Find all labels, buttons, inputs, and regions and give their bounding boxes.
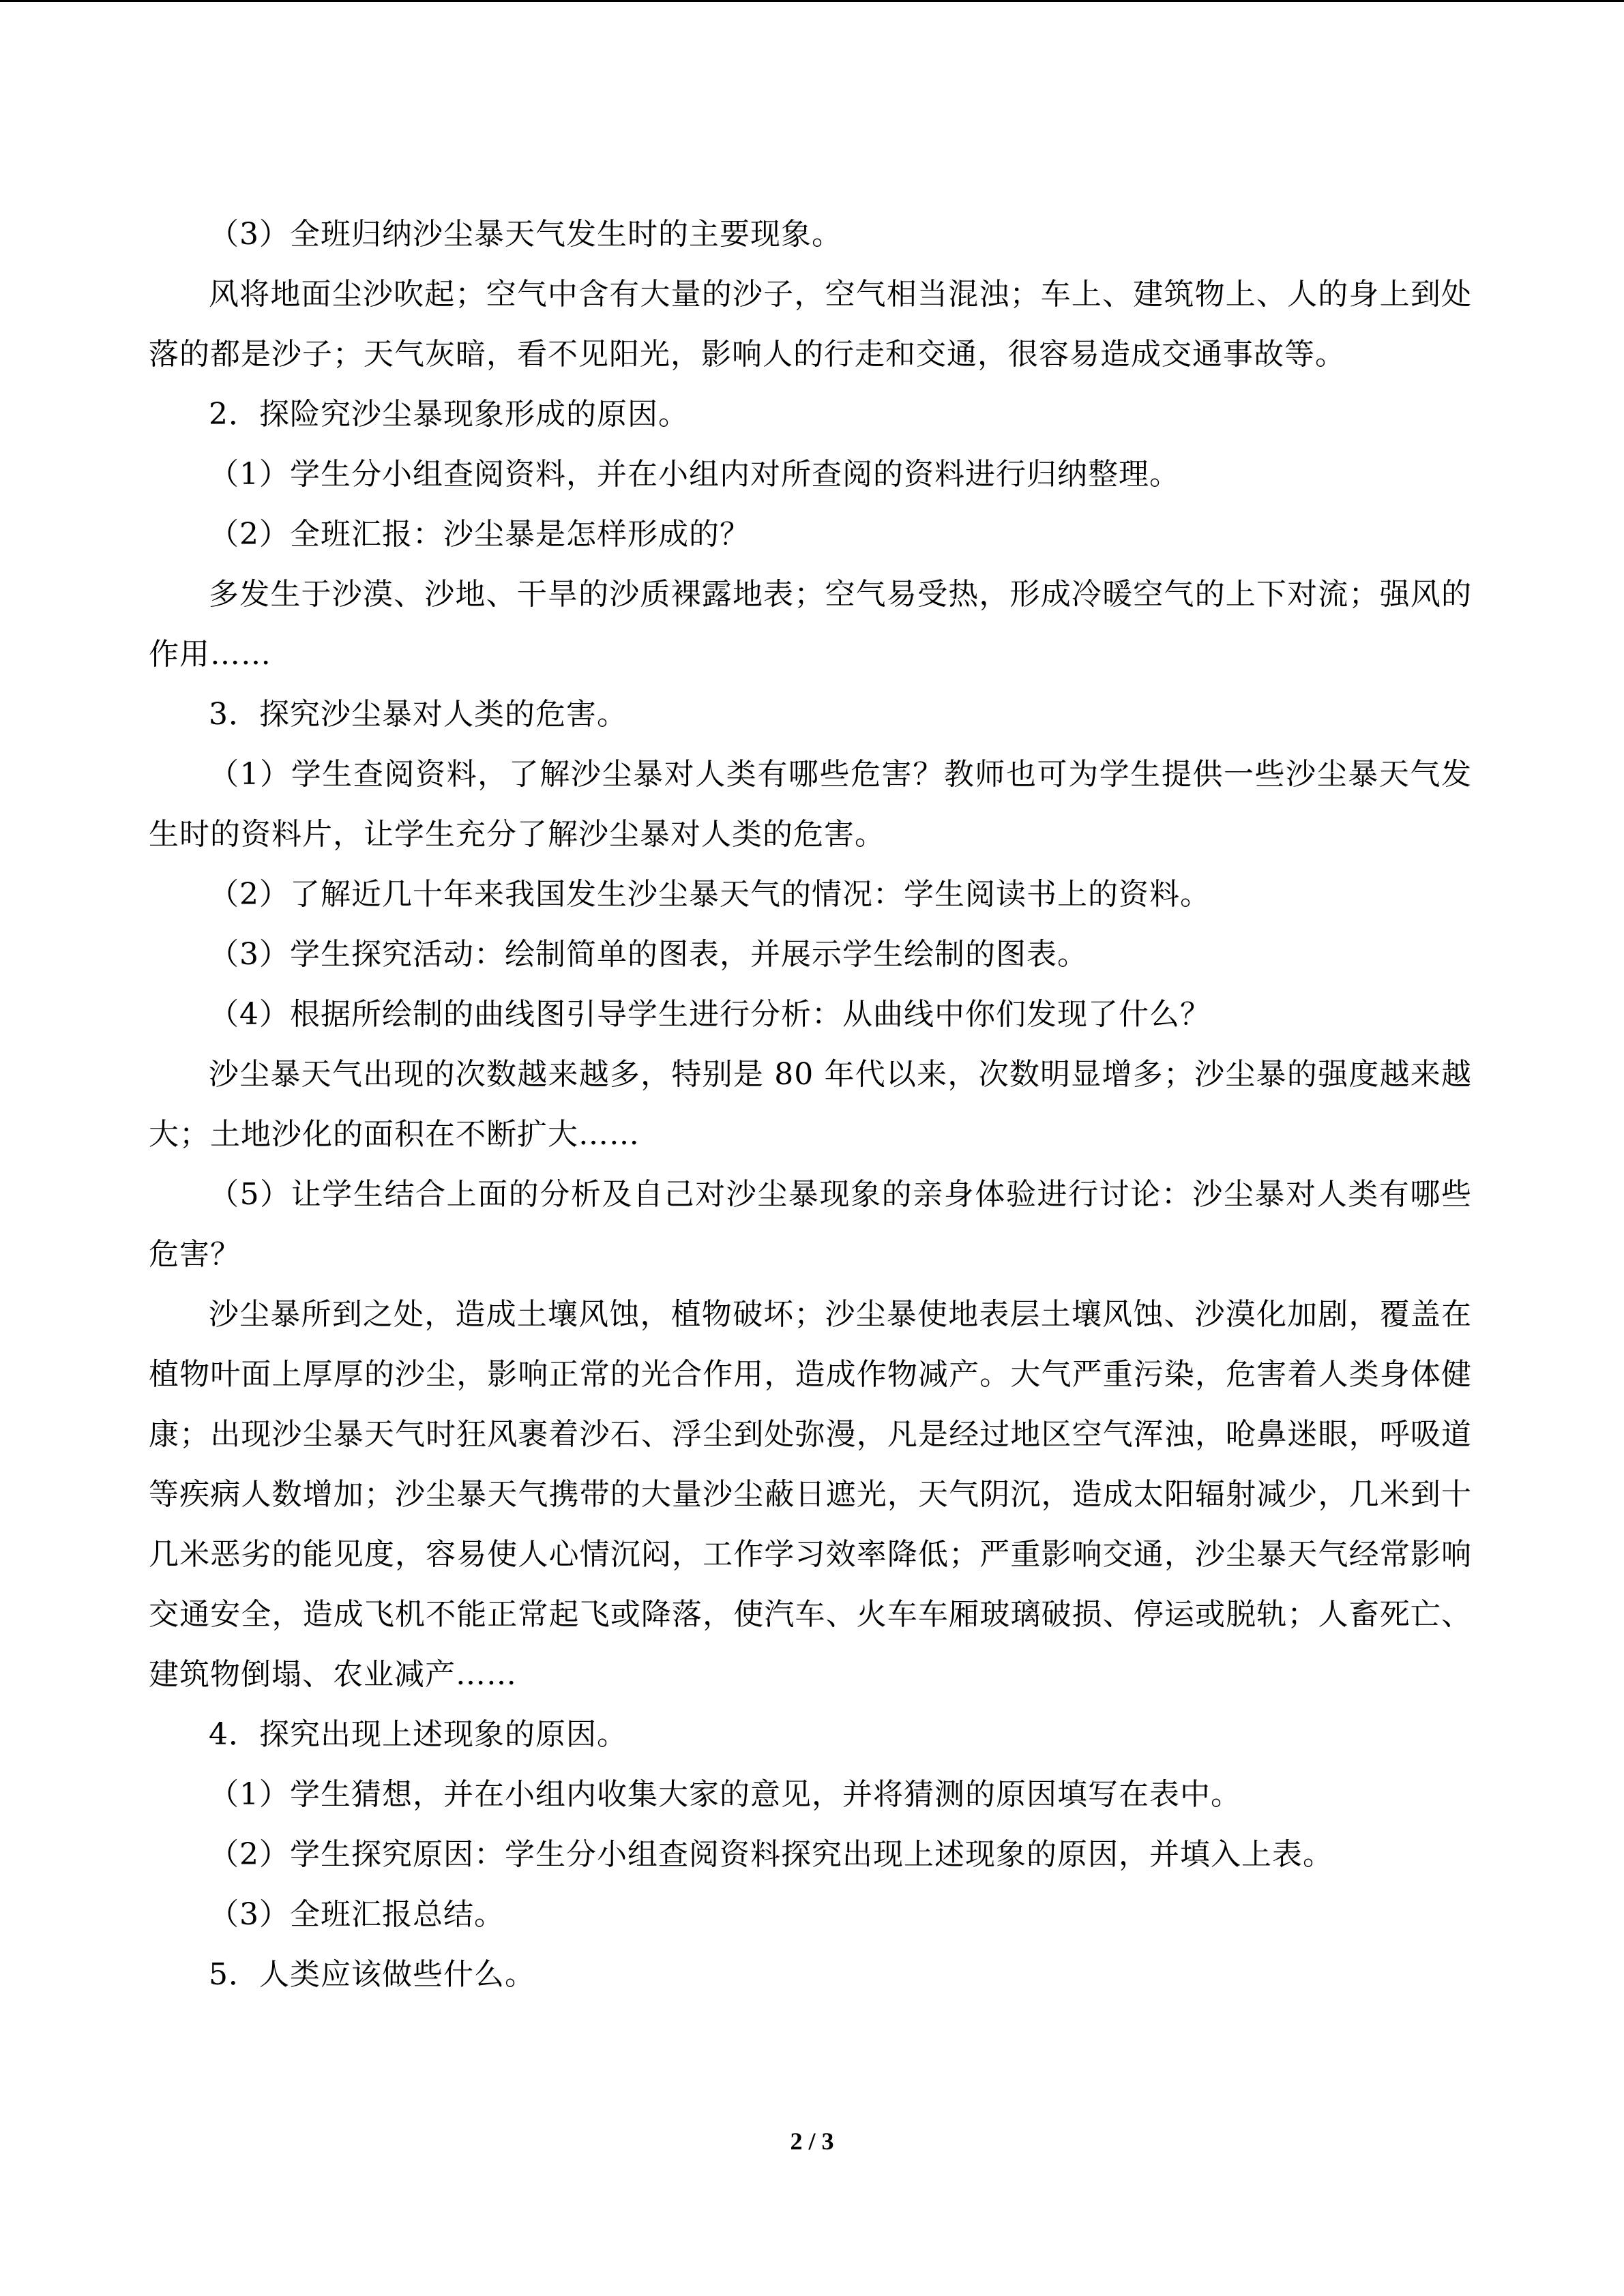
document-body bbox=[149, 205, 1472, 2005]
paragraph: （3）全班汇报总结。 bbox=[209, 1897, 505, 1932]
paragraph: （4）根据所绘制的曲线图引导学生进行分析：从曲线中你们发现了什么？ bbox=[209, 997, 1211, 1032]
paragraph: 风将地面尘沙吹起；空气中含有大量的沙子，空气相当混浊；车上、建筑物上、人的身上到处落的都是沙子；天气灰暗，看不见阳光，影响人的行走和交通，很容易造成交通事故等。 bbox=[149, 277, 1472, 372]
paragraph: （1）学生猜想，并在小组内收集大家的意见，并将猜测的原因填写在表中。 bbox=[209, 1777, 1241, 1812]
paragraph: 沙尘暴所到之处，造成土壤风蚀，植物破坏；沙尘暴使地表层土壤风蚀、沙漠化加剧，覆盖在植物叶面上厚厚的沙尘，影响正常的光合作用，造成作物减产。大气严重污染，危害着人类身体健康；出现沙尘暴天气时狂风裹着沙石、浮尘到处弥漫，凡是经过地区空气浑浊，呛鼻迷眼，呼吸道等疾病人数增加；沙尘暴天气携带的大量沙尘蔽日遮光，天气阴沉，造成太阳辐射减少，几米到十几米恶劣的能见度，容易使人心情沉闷，工作学习效率降低；严重影响交通，沙尘暴天气经常影响交通安全，造成飞机不能正常起飞或降落，使汽车、火车车厢玻璃破损、停运或脱轨；人畜死亡、建筑物倒塌、农业减产…… bbox=[149, 1297, 1472, 1692]
paragraph: （3）学生探究活动：绘制简单的图表，并展示学生绘制的图表。 bbox=[209, 937, 1088, 972]
paragraph: （2）全班汇报：沙尘暴是怎样形成的？ bbox=[209, 517, 750, 552]
paragraph: 多发生于沙漠、沙地、干旱的沙质裸露地表；空气易受热，形成冷暖空气的上下对流；强风的作用…… bbox=[149, 577, 1472, 672]
paragraph: 沙尘暴天气出现的次数越来越多，特别是 80 年代以来，次数明显增多；沙尘暴的强度越来越大；土地沙化的面积在不断扩大…… bbox=[149, 1057, 1472, 1152]
paragraph: （5）让学生结合上面的分析及自己对沙尘暴现象的亲身体验进行讨论：沙尘暴对人类有哪些危害？ bbox=[149, 1177, 1472, 1272]
paragraph: （1）学生分小组查阅资料，并在小组内对所查阅的资料进行归纳整理。 bbox=[209, 457, 1180, 492]
paragraph: 5．人类应该做些什么。 bbox=[209, 1957, 535, 1992]
paragraph: （1）学生查阅资料，了解沙尘暴对人类有哪些危害？教师也可为学生提供一些沙尘暴天气发生时的资料片，让学生充分了解沙尘暴对人类的危害。 bbox=[149, 757, 1472, 852]
paragraph: （2）学生探究原因：学生分小组查阅资料探究出现上述现象的原因，并填入上表。 bbox=[209, 1837, 1333, 1872]
paragraph: 2．探险究沙尘暴现象形成的原因。 bbox=[209, 397, 689, 432]
top-border-line bbox=[0, 0, 1624, 2]
paragraph: 4．探究出现上述现象的原因。 bbox=[209, 1717, 628, 1752]
paragraph: （3）全班归纳沙尘暴天气发生时的主要现象。 bbox=[209, 217, 842, 252]
paragraph: 3．探究沙尘暴对人类的危害。 bbox=[209, 697, 628, 732]
page-number: 2 / 3 bbox=[790, 2128, 834, 2155]
paragraph: （2）了解近几十年来我国发生沙尘暴天气的情况：学生阅读书上的资料。 bbox=[209, 877, 1211, 912]
